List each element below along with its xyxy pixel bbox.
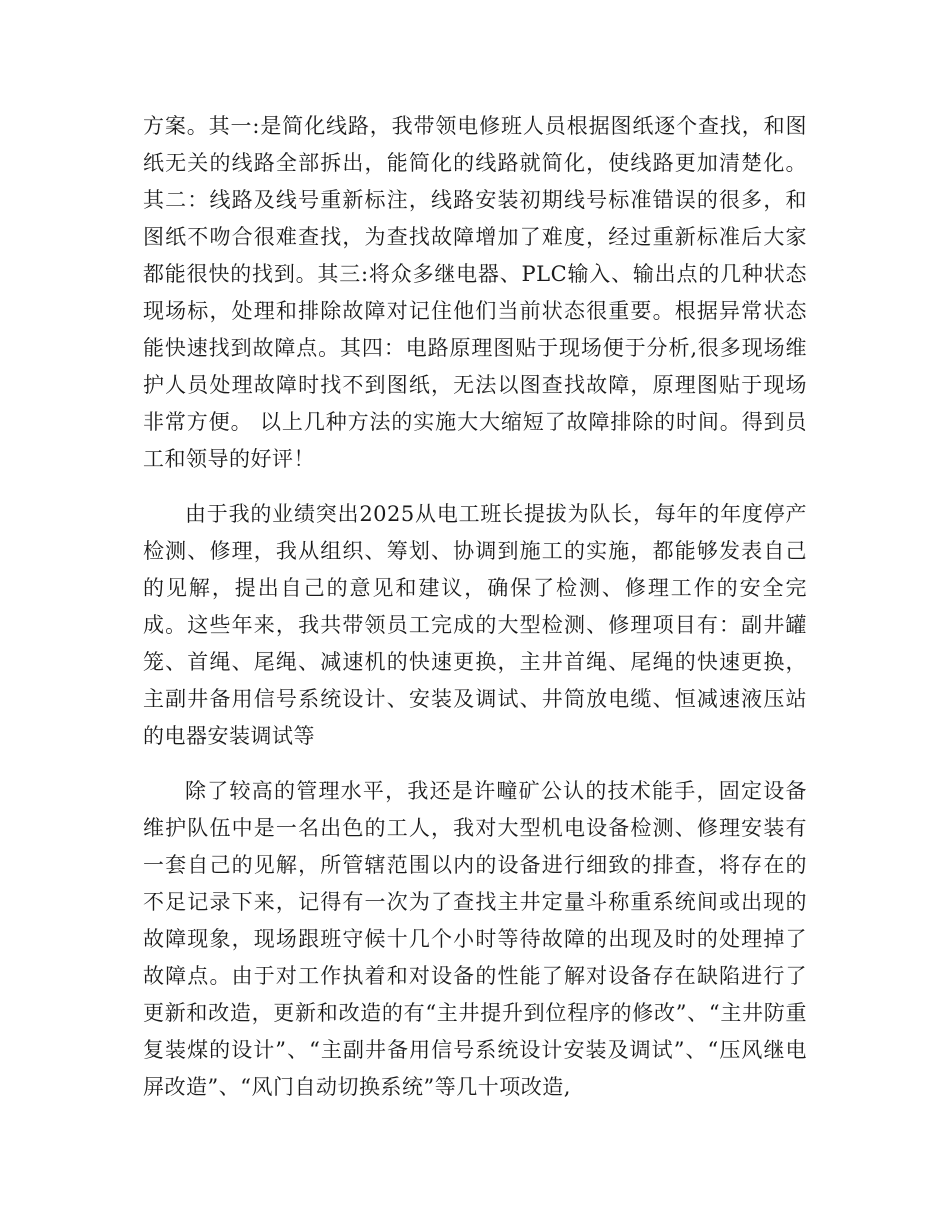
- paragraph-2: 由于我的业绩突出2025从电工班长提拔为队长，每年的年度停产检测、修理，我从组织、筹划、协调到施工的实施，都能够发表自己的见解，提出自己的意见和建议，确保了检测、修理工作的安全完成。这些年来，我共带领员工完成的大型检测、修理项目有：副井罐笼、首绳、尾绳、减速机的快速更换，主井首绳、尾绳的快速更换，主副井备用信号系统设计、安装及调试、井筒放电缆、恒减速液压站的电器安装调试等: [143, 502, 807, 748]
- document-body: [143, 108, 807, 1106]
- paragraph-1: 方案。其一:是简化线路，我带领电修班人员根据图纸逐个查找，和图纸无关的线路全部拆出，能简化的线路就简化，使线路更加清楚化。其二：线路及线号重新标注，线路安装初期线号标准错误的很多，和图纸不吻合很难查找，为查找故障增加了难度，经过重新标准后大家都能很快的找到。其三:将众多继电器、PLC输入、输出点的几种状态现场标，处理和排除故障对记住他们当前状态很重要。根据异常状态能快速找到故障点。其四：电路原理图贴于现场便于分析,很多现场维护人员处理故障时找不到图纸，无法以图查找故障，原理图贴于现场非常方便。 以上几种方法的实施大大缩短了故障排除的时间。得到员工和领导的好评！: [143, 114, 807, 471]
- paragraph-3: 除了较高的管理水平，我还是许疃矿公认的技术能手，固定设备维护队伍中是一名出色的工人，我对大型机电设备检测、修理安装有一套自己的见解，所管辖范围以内的设备进行细致的排查，将存在的不足记录下来，记得有一次为了查找主井定量斗称重系统间或出现的故障现象，现场跟班守候十几个小时等待故障的出现及时的处理掉了故障点。由于对工作执着和对设备的性能了解对设备存在缺陷进行了更新和改造，更新和改造的有“主井提升到位程序的修改”、“主井防重复装煤的设计”、“主副井备用信号系统设计安装及调试”、“压风继电屏改造”、“风门自动切换系统”等几十项改造,: [143, 779, 807, 1099]
